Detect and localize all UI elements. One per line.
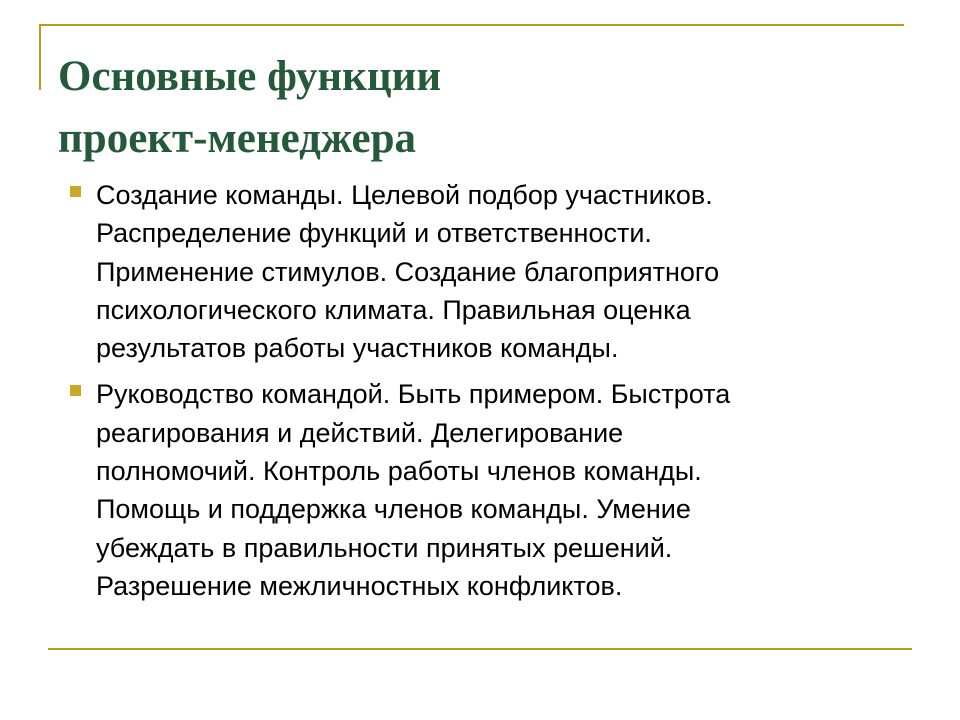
bullet-1-line-1: Создание команды. Целевой подбор участников. — [96, 180, 713, 210]
bullet-2-line-5: убеждать в правильности принятых решений. — [96, 532, 673, 563]
bottom-frame-line — [48, 648, 912, 650]
slide-title-line-2: проект-менеджера — [58, 115, 417, 162]
slide-title — [58, 46, 878, 170]
content-bullet-list — [68, 176, 908, 613]
bullet-2-line-6: Разрешение межличностных конфликтов. — [96, 570, 623, 601]
square-bullet-icon — [70, 186, 81, 197]
bullet-2-line-1: Руководство командой. Быть примером. Быстрота — [96, 379, 731, 410]
bullet-1-line-5: результатов работы участников команды. — [96, 333, 619, 364]
bullet-1-line-3: Применение стимулов. Создание благоприятного — [96, 256, 720, 287]
bullet-2-line-2: реагирования и действий. Делегирование — [96, 417, 624, 448]
slide-title-line-1: Основные функции — [58, 53, 442, 100]
bullet-2-line-4: Помощь и поддержка членов команды. Умение — [96, 494, 691, 525]
top-frame-line — [40, 24, 904, 26]
bullet-1-line-2: Распределение функций и ответственности. — [96, 218, 652, 249]
bullet-item-team-leadership — [68, 375, 908, 605]
left-frame-line — [39, 24, 41, 90]
bullet-2-line-3: полномочий. Контроль работы членов команды. — [96, 456, 702, 487]
bullet-1-line-4: психологического климата. Правильная оценка — [96, 294, 691, 325]
square-bullet-icon — [70, 385, 81, 396]
bullet-item-team-creation — [68, 176, 908, 367]
